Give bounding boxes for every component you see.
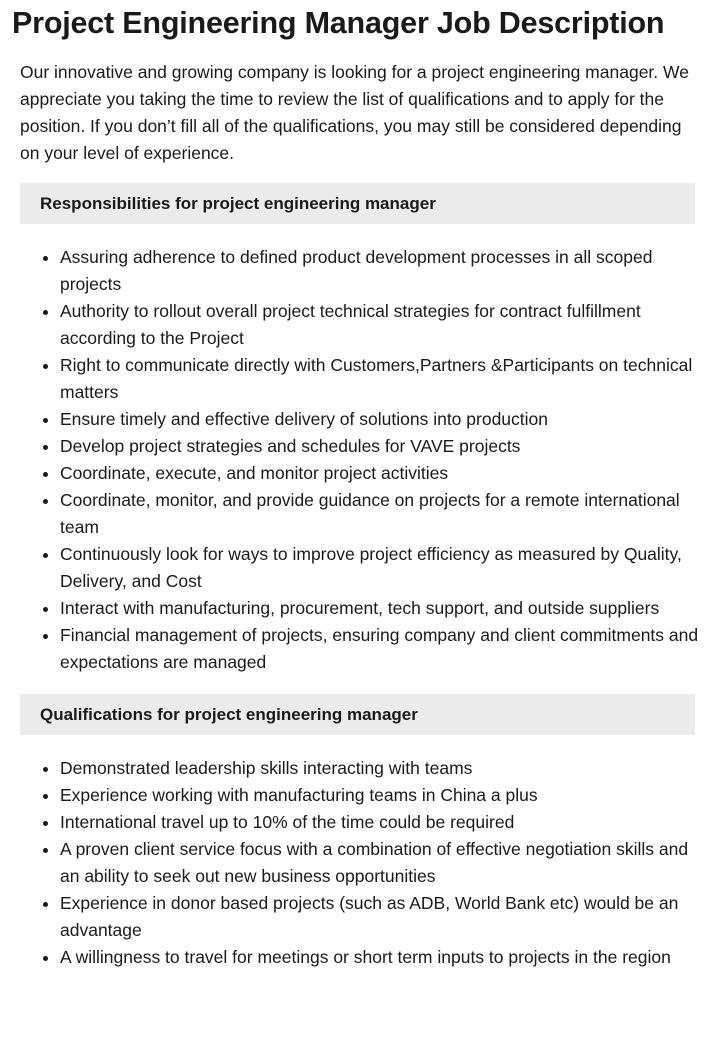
responsibilities-heading: Responsibilities for project engineering manager: [20, 183, 695, 224]
list-item: • Experience working with manufacturing teams in China a plus: [60, 782, 700, 809]
list-item: • Right to communicate directly with Customers,Partners &Participants on technical matters: [60, 352, 700, 406]
list-item: • International travel up to 10% of the time could be required: [60, 809, 700, 836]
responsibilities-list: [20, 244, 700, 676]
list-item: • Continuously look for ways to improve project efficiency as measured by Quality, Delivery, and Cost: [60, 541, 700, 595]
list-item: • A willingness to travel for meetings or short term inputs to projects in the region: [60, 944, 700, 971]
intro-paragraph: Our innovative and growing company is looking for a project engineering manager. We appreciate you taking the time to review the list of qualifications and to apply for the position. If you don’t fill all of the qualifications, you may still be considered depending on your level of experience.: [20, 62, 689, 163]
qualifications-list: [20, 755, 700, 971]
list-item: • A proven client service focus with a combination of effective negotiation skills and an ability to seek out new business opportunities: [60, 836, 700, 890]
list-item: • Develop project strategies and schedules for VAVE projects: [60, 433, 700, 460]
list-item: • Interact with manufacturing, procurement, tech support, and outside suppliers: [60, 595, 700, 622]
list-item: • Demonstrated leadership skills interacting with teams: [60, 755, 700, 782]
list-item: • Authority to rollout overall project technical strategies for contract fulfillment according to the Project: [60, 298, 700, 352]
list-item: • Experience in donor based projects (such as ADB, World Bank etc) would be an advantage: [60, 890, 700, 944]
list-item: • Coordinate, execute, and monitor project activities: [60, 460, 700, 487]
page-title: Project Engineering Manager Job Description: [12, 6, 665, 40]
list-item: • Coordinate, monitor, and provide guidance on projects for a remote international team: [60, 487, 700, 541]
list-item: • Assuring adherence to defined product development processes in all scoped projects: [60, 244, 700, 298]
qualifications-heading: Qualifications for project engineering manager: [20, 694, 695, 735]
list-item: • Ensure timely and effective delivery of solutions into production: [60, 406, 700, 433]
list-item: • Financial management of projects, ensuring company and client commitments and expectations are managed: [60, 622, 700, 676]
